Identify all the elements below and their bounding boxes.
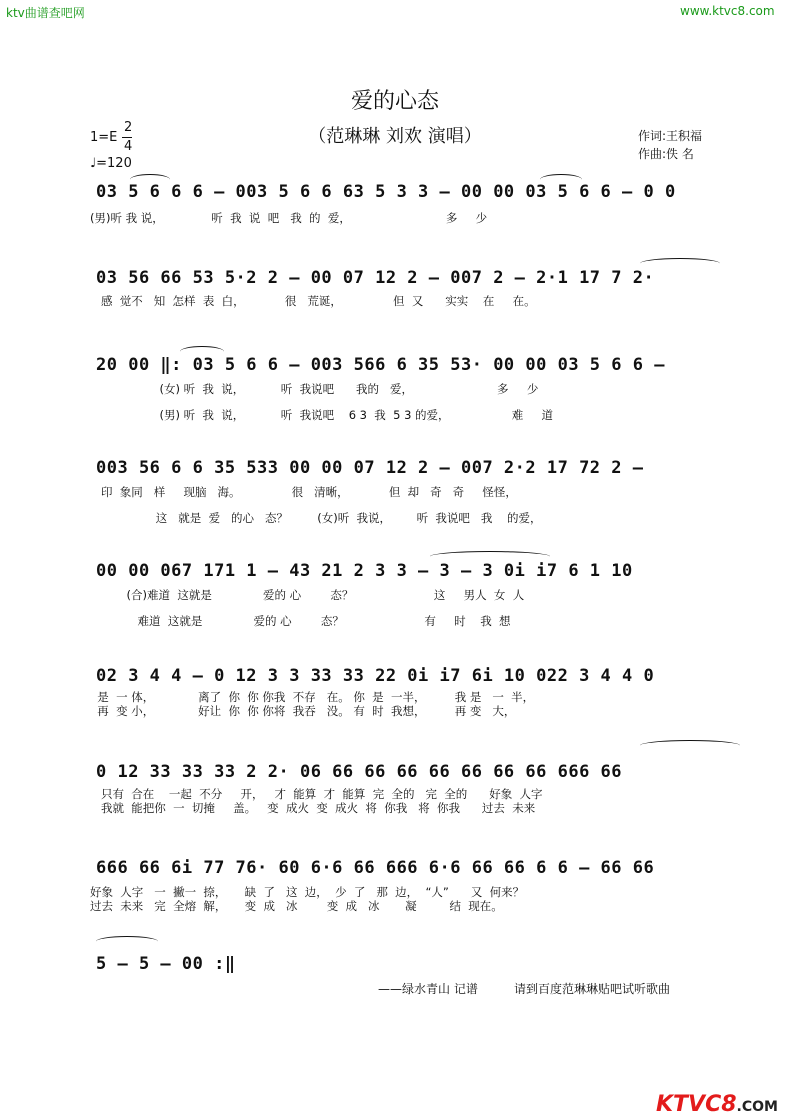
time-signature-bottom: 4 — [124, 139, 133, 154]
lyric-line-1: 只有 合在 一起 不分 开， 才 能算 才 能算 完 全的 完 全的 好象 人字 — [90, 787, 543, 801]
lyric-line-2: 难道 这就是 爱的 心 态？ 有 时 我 想 — [90, 614, 511, 628]
recorder-credit: ——绿水青山 记谱 — [378, 982, 478, 996]
lyric-line-2: 再 变 小， 好让 你 你 你将 我吞 没。 有 时 我想， 再 变 大， — [90, 704, 516, 718]
lyricist-credit: 作词:王积福 — [638, 129, 703, 143]
lyric-line-2: 过去 未来 完 全熔 解， 变 成 冰 变 成 冰 凝 结 现在。 — [90, 899, 503, 913]
slur-mark — [640, 258, 720, 269]
lyric-line-2: 这 就是 爱 的心 态？ (女)听 我说， 听 我说吧 我 的爱， — [90, 511, 542, 525]
notation-line: 666 66 6i 77 76· 60 6·6 66 666 6·6 66 66 6 6 – 66 66 — [96, 858, 655, 878]
lyric-line-1: (女) 听 我 说， 听 我说吧 我的 爱， 多 少 — [90, 382, 539, 396]
notation-line: 0 12 33 33 33 2 2· 06 66 66 66 66 66 66 66 666 66 — [96, 762, 623, 782]
score-row-2 — [90, 268, 740, 328]
footer-note: 请到百度范琳琳贴吧试听歌曲 — [514, 982, 671, 996]
score-row-5 — [90, 561, 740, 628]
lyric-line-1: (男)听 我 说， 听 我 说 吧 我 的 爱， 多 少 — [90, 211, 488, 225]
composer-credit: 作曲:佚 名 — [638, 147, 694, 161]
notation-line: 003 56 6 6 35 533 00 00 07 12 2 – 007 2·2 17 72 2 – — [96, 458, 644, 478]
time-signature-divider — [122, 137, 132, 138]
lyric-line-1: 感 觉不 知 怎样 表 白， 很 荒诞， 但 又 实实 在 在。 — [90, 294, 536, 308]
slur-mark — [430, 551, 550, 562]
score-row-8 — [90, 858, 740, 918]
time-signature-top: 2 — [124, 120, 133, 135]
slur-mark — [180, 346, 224, 357]
tempo-mark: ♩=120 — [90, 156, 132, 171]
score-row-7 — [90, 762, 740, 822]
song-subtitle: （范琳琳 刘欢 演唱） — [308, 126, 482, 147]
notation-line: 20 00 ‖: 03 5 6 6 – 003 566 6 35 53· 00 00 03 5 6 6 – — [96, 355, 665, 375]
score-row-4 — [90, 458, 740, 525]
slur-mark — [96, 936, 158, 947]
notation-line: 03 5 6 6 6 – 003 5 6 6 63 5 3 3 – 00 00 03 5 6 6 – 0 0 — [96, 182, 676, 202]
notation-line: 5 – 5 – 00 :‖ — [96, 954, 236, 974]
ktvc8-logo: KTVC8.COM — [656, 1092, 778, 1117]
site-name-left: ktv曲谱查吧网 — [6, 6, 85, 20]
notation-line: 03 56 66 53 5·2 2 – 00 07 12 2 – 007 2 – 2·1 17 7 2· — [96, 268, 655, 288]
site-url-right: www.ktvc8.com — [680, 4, 775, 18]
lyric-line-2: 我就 能把你 一 切掩 盖。 变 成火 变 成火 将 你我 将 你我 过去 未来 — [90, 801, 536, 815]
song-title: 爱的心态 — [350, 89, 439, 114]
slur-mark — [540, 174, 582, 185]
score-row-6 — [90, 666, 740, 726]
score-row-3 — [90, 355, 740, 422]
lyric-line-1: 好象 人字 一 撇一 捺， 缺 了 这 边， 少 了 那 边， “人” 又 何来？ — [90, 885, 525, 899]
lyric-line-2: (男) 听 我 说， 听 我说吧 6 3 我 5 3 的爱， 难 道 — [90, 408, 553, 422]
slur-mark — [640, 740, 740, 751]
slur-mark — [130, 174, 170, 185]
lyric-line-1: 是 一 体， 离了 你 你 你我 不存 在。 你 是 一半， 我 是 一 半， — [90, 690, 535, 704]
notation-line: 02 3 4 4 – 0 12 3 3 33 33 22 0i i7 6i 10 022 3 4 4 0 — [96, 666, 655, 686]
key-signature: 1=E — [90, 130, 118, 145]
score-row-1 — [90, 182, 740, 242]
notation-line: 00 00 067 171 1 – 43 21 2 3 3 – 3 – 3 0i i7 6 1 10 — [96, 561, 633, 581]
lyric-line-1: 印 象同 样 现脑 海。 很 清晰， 但 却 奇 奇 怪怪， — [90, 485, 517, 499]
lyric-line-1: (合)难道 这就是 爱的 心 态？ 这 男人 女 人 — [90, 588, 525, 602]
